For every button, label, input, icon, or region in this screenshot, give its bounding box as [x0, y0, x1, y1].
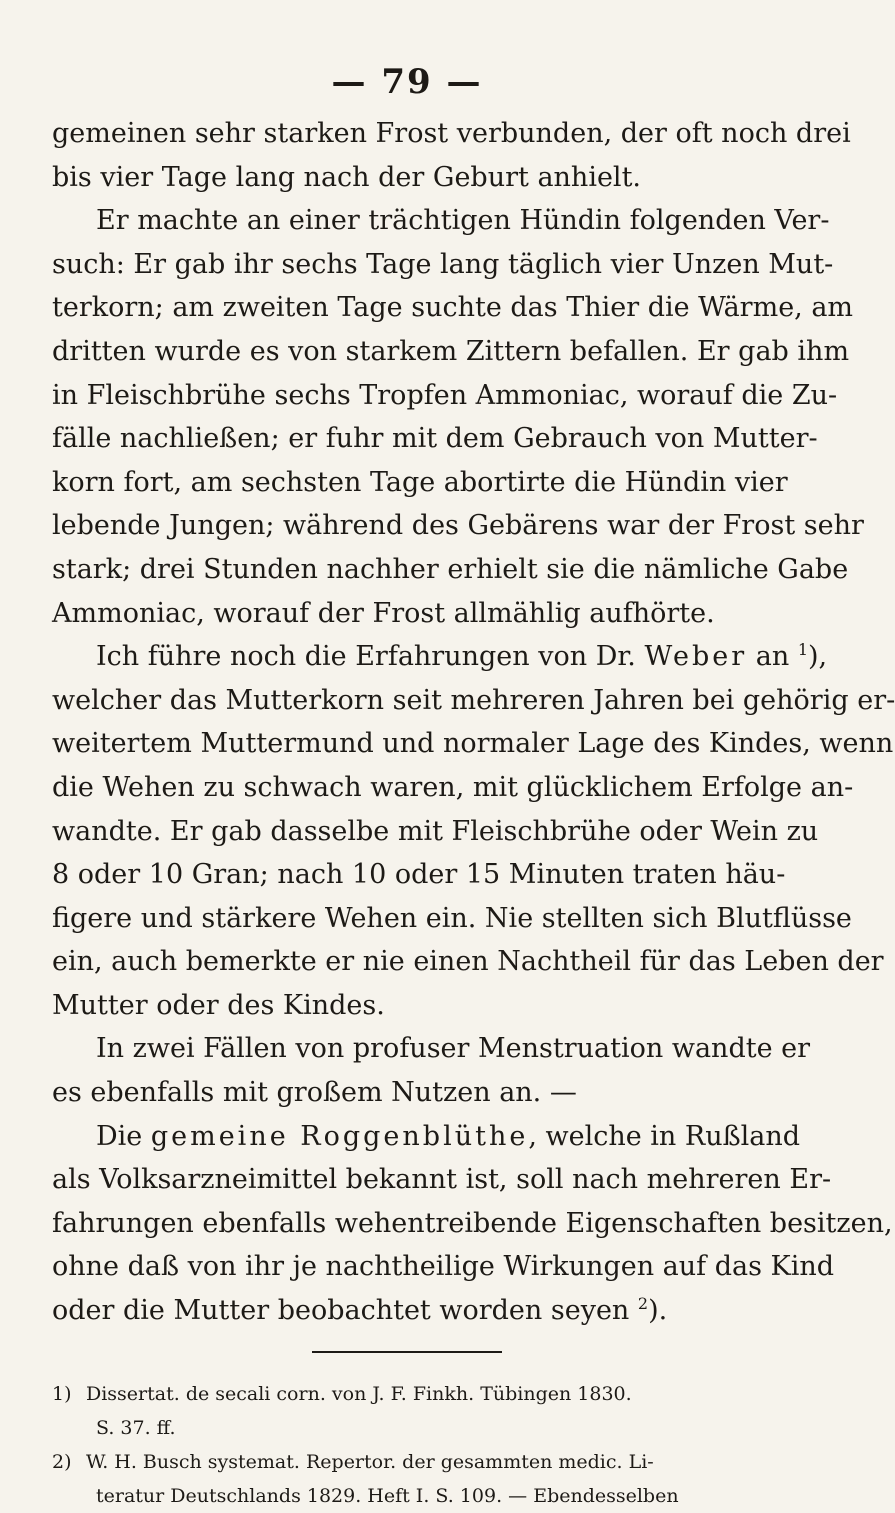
text-line: such: Er gab ihr sechs Tage lang täglich vier Unzen Mut-: [52, 248, 834, 280]
text-line: fahrungen ebenfalls wehentreibende Eigenschaften besitzen,: [52, 1207, 893, 1239]
text-line: figere und stärkere Wehen ein. Nie stellten sich Blutflüsse: [52, 902, 852, 934]
text-run: an: [747, 641, 798, 673]
text-run: Ich führe noch die Erfahrungen von Dr.: [96, 641, 645, 673]
emphasized-term: gemeine Roggenblüthe: [150, 1120, 529, 1152]
text-line: stark; drei Stunden nachher erhielt sie die nämliche Gabe: [52, 553, 849, 585]
page-number: — 79 —: [331, 62, 483, 102]
footnote-number: 2): [52, 1450, 72, 1473]
text-line: Er machte an einer trächtigen Hündin folgenden Ver-: [96, 205, 830, 237]
footnote-separator: [312, 1351, 502, 1353]
text-line: weitertem Muttermund und normaler Lage des Kindes, wenn: [52, 728, 894, 760]
text-line: Ammoniac, worauf der Frost allmählig aufhörte.: [52, 597, 715, 629]
text-line: ein, auch bemerkte er nie einen Nachtheil für das Leben der: [52, 946, 884, 978]
text-run: ).: [648, 1295, 668, 1327]
paragraph-3: [52, 1027, 811, 1114]
text-line: [52, 1115, 801, 1159]
text-line: als Volksarzneimittel bekannt ist, soll nach mehreren Er-: [52, 1164, 832, 1196]
footnote-text: Dissertat. de secali corn. von J. F. Finkh. Tübingen 1830.: [86, 1382, 632, 1405]
text-line: es ebenfalls mit großem Nutzen an. —: [52, 1077, 577, 1109]
text-line: die Wehen zu schwach waren, mit glücklichem Erfolge an-: [52, 771, 854, 803]
text-line: bis vier Tage lang nach der Geburt anhielt.: [52, 161, 642, 193]
footnotes: [52, 1377, 762, 1513]
text-line: terkorn; am zweiten Tage suchte das Thier die Wärme, am: [52, 292, 854, 324]
paragraph-1: [52, 112, 864, 635]
footnote-ref: 2: [637, 1294, 649, 1314]
text-run: ),: [808, 641, 828, 673]
paragraph-4: [52, 1115, 893, 1333]
text-line: gemeinen sehr starken Frost verbunden, der oft noch drei: [52, 118, 851, 149]
author-name: Weber: [644, 641, 748, 673]
footnote-text: S. 37. ff.: [96, 1416, 176, 1439]
text-line: welcher das Mutterkorn seit mehreren Jahren bei gehörig er-: [52, 684, 895, 716]
text-line: dritten wurde es von starkem Zittern befallen. Er gab ihm: [52, 335, 850, 367]
text-line: wandte. Er gab dasselbe mit Fleischbrühe oder Wein zu: [52, 815, 819, 847]
text-line: in Fleischbrühe sechs Tropfen Ammoniac, worauf die Zu-: [52, 379, 838, 411]
footnote-1: [52, 1377, 762, 1411]
text-line: korn fort, am sechsten Tage abortirte die Hündin vier: [52, 466, 788, 498]
paragraph-2: [52, 635, 895, 1027]
text-run: , welche in Rußland: [528, 1120, 801, 1152]
footnote-text: teratur Deutschlands 1829. Heft I. S. 109. — Ebendesselben: [96, 1484, 679, 1507]
text-line: ohne daß von ihr je nachtheilige Wirkungen auf das Kind: [52, 1251, 835, 1283]
footnote-number: 1): [52, 1382, 72, 1405]
book-page: [52, 62, 895, 1513]
text-line: [52, 635, 828, 679]
text-line: [52, 1289, 762, 1333]
footnote-ref: 1: [797, 640, 809, 660]
text-line: Mutter oder des Kindes.: [52, 989, 385, 1021]
text-line: In zwei Fällen von profuser Menstruation wandte er: [96, 1033, 811, 1065]
text-line: fälle nachließen; er fuhr mit dem Gebrauch von Mutter-: [52, 423, 818, 455]
text-line: lebende Jungen; während des Gebärens war der Frost sehr: [52, 510, 864, 542]
footnote-2: [52, 1445, 762, 1479]
footnote-text: W. H. Busch systemat. Repertor. der gesammten medic. Li-: [86, 1450, 654, 1473]
text-run: Die: [96, 1120, 151, 1152]
text-run: oder die Mutter beobachtet worden seyen: [52, 1295, 638, 1327]
text-line: 8 oder 10 Gran; nach 10 oder 15 Minuten traten häu-: [52, 859, 786, 891]
